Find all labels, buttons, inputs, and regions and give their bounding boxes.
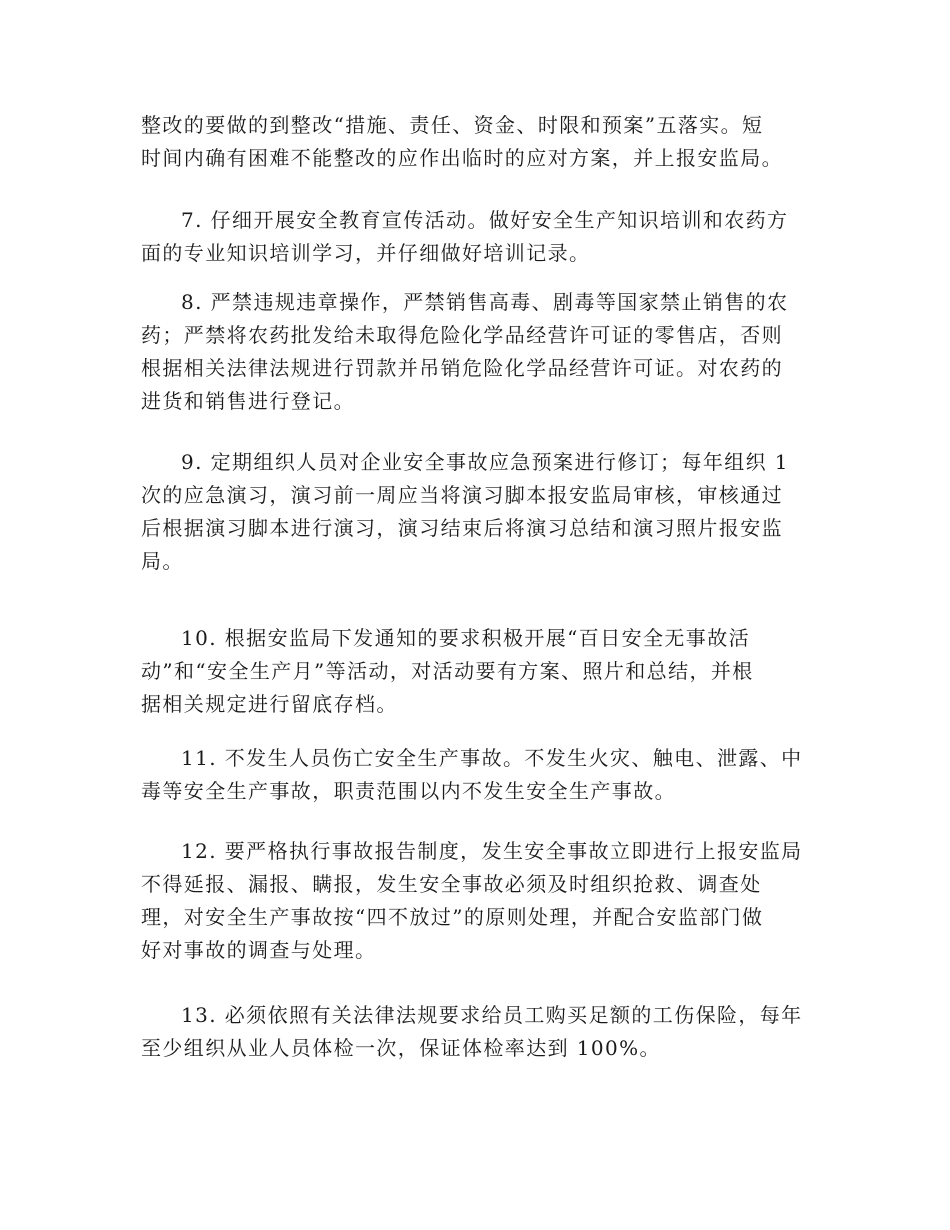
text-line: 不得延报、漏报、瞒报，发生安全事故必须及时组织抢救、调查处 xyxy=(141,872,762,896)
text-line: 12. 要严格执行事故报告制度，发生安全事故立即进行上报安监局 xyxy=(181,839,803,863)
text-line: 时间内确有困难不能整改的应作出临时的应对方案，并上报安监局。 xyxy=(141,146,783,170)
text-line: 8. 严禁违规违章操作，严禁销售高毒、剧毒等国家禁止销售的农 xyxy=(181,290,789,314)
text-line: 整改的要做的到整改“措施、责任、资金、时限和预案”五落实。短 xyxy=(141,113,764,137)
text-line: 进货和销售进行登记。 xyxy=(141,389,355,413)
paragraph-item-10 xyxy=(141,622,821,721)
paragraph-rectification-continued xyxy=(141,109,821,175)
text-line: 毒等安全生产事故，职责范围以内不发生安全生产事故。 xyxy=(141,779,676,803)
paragraph-item-13 xyxy=(141,999,821,1065)
text-line: 局。 xyxy=(141,549,184,573)
text-line: 理，对安全生产事故按“四不放过”的原则处理，并配合安监部门做 xyxy=(141,905,764,929)
text-line: 至少组织从业人员体检一次，保证体检率达到 100%。 xyxy=(141,1036,661,1060)
text-line: 次的应急演习，演习前一周应当将演习脚本报安监局审核，审核通过 xyxy=(141,483,783,507)
text-line: 13. 必须依照有关法律法规要求给员工购买足额的工伤保险，每年 xyxy=(181,1003,803,1027)
paragraph-item-8 xyxy=(141,286,821,418)
paragraph-item-9 xyxy=(141,446,821,578)
text-line: 10. 根据安监局下发通知的要求积极开展“百日安全无事故活 xyxy=(181,626,750,650)
text-line: 好对事故的调查与处理。 xyxy=(141,938,377,962)
text-line: 药；严禁将农药批发给未取得危险化学品经营许可证的零售店，否则 xyxy=(141,323,783,347)
text-line: 11. 不发生人员伤亡安全生产事故。不发生火灾、触电、泄露、中 xyxy=(181,746,803,770)
text-line: 9. 定期组织人员对企业安全事故应急预案进行修订；每年组织 1 xyxy=(181,450,789,474)
paragraph-item-12 xyxy=(141,835,821,967)
text-line: 后根据演习脚本进行演习，演习结束后将演习总结和演习照片报安监 xyxy=(141,516,783,540)
text-line: 动”和“安全生产月”等活动，对活动要有方案、照片和总结，并根 xyxy=(141,659,754,683)
text-line: 面的专业知识培训学习，并仔细做好培训记录。 xyxy=(141,241,591,265)
text-line: 据相关规定进行留底存档。 xyxy=(141,692,398,716)
paragraph-item-11 xyxy=(141,742,821,808)
paragraph-item-7 xyxy=(141,204,821,270)
text-line: 7. 仔细开展安全教育宣传活动。做好安全生产知识培训和农药方 xyxy=(181,208,789,232)
text-line: 根据相关法律法规进行罚款并吊销危险化学品经营许可证。对农药的 xyxy=(141,356,783,380)
